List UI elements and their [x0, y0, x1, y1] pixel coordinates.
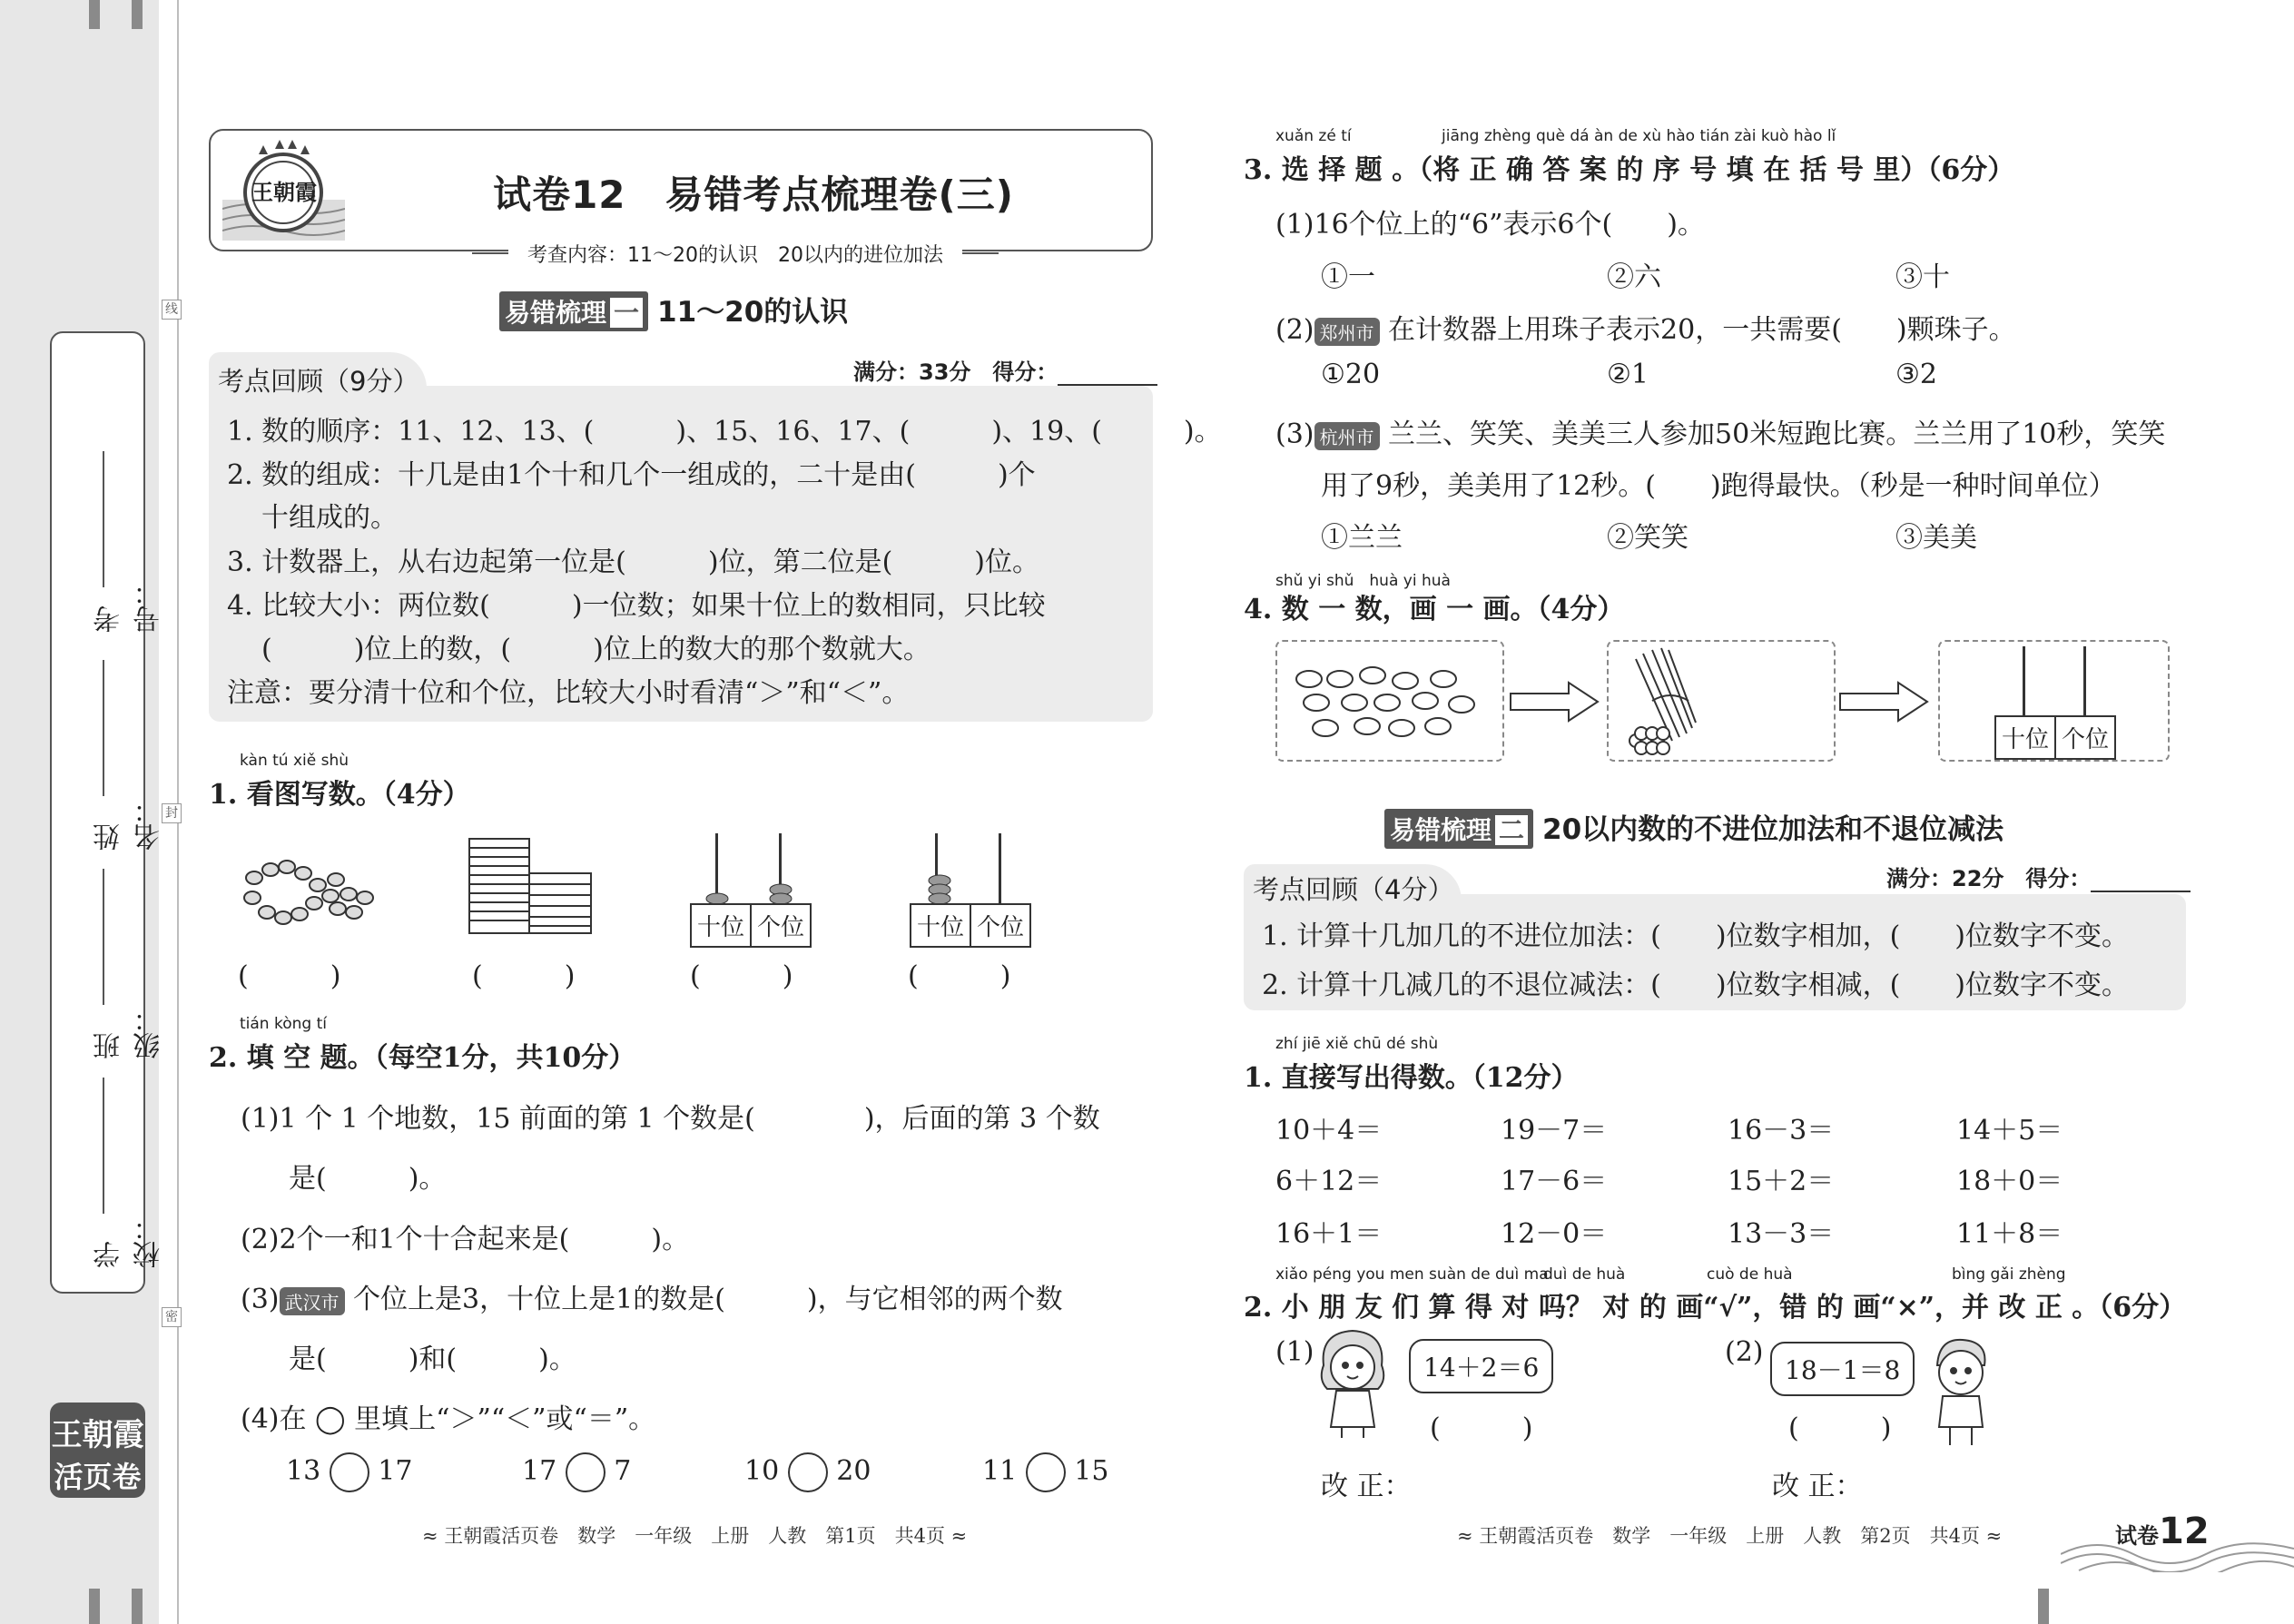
- tick-mark: [132, 0, 143, 29]
- r2-p1-fix-label: 改 正：: [1321, 1471, 1412, 1502]
- q2-line-1b: 是( )。: [289, 1163, 447, 1195]
- q1-place-value-table: [690, 903, 812, 948]
- r2-pinyin-3: cuò de huà: [1707, 1265, 1793, 1284]
- section2-title: 20以内数的不进位加法和不退位减法: [1542, 813, 2004, 846]
- tick-mark: [132, 1589, 143, 1624]
- r2-pinyin-2: duì de huà: [1543, 1265, 1626, 1284]
- cut-mark-seal: 封: [162, 803, 182, 823]
- exam-number-line: [103, 451, 104, 587]
- q2-line-2: (2)2个一和1个十合起来是( )。: [241, 1224, 690, 1255]
- tick-mark: [89, 0, 100, 29]
- calc-1-3[interactable]: 16－3＝: [1728, 1115, 1835, 1147]
- compare-4: 11 15: [982, 1452, 1108, 1492]
- q1-answer-3[interactable]: ( ): [690, 960, 793, 992]
- r2-pinyin-4: bìng gǎi zhèng: [1952, 1265, 2066, 1284]
- section1-tag: 易错梳理 一: [499, 291, 648, 331]
- q3-s3-opt-c[interactable]: ③美美: [1895, 522, 1977, 554]
- r2-pinyin-1: xiǎo péng you men suàn de duì ma: [1275, 1265, 1549, 1284]
- review-point-4b: ( )位上的数，( )位上的数大的那个数就大。: [261, 634, 930, 665]
- q1-bundles-icon: [468, 837, 595, 937]
- logo-text: 王朝霞: [251, 179, 317, 205]
- section1-review-label: 考点回顾（9分）: [218, 366, 419, 397]
- pv-ones: 个位: [2054, 717, 2114, 758]
- exam-number-field[interactable]: [52, 460, 165, 633]
- q2-line-3: (3) 武汉市 个位上是3，十位上是1的数是( )，与它相邻的两个数: [241, 1284, 1063, 1315]
- cut-mark-line: 线: [162, 300, 182, 320]
- q1-answer-1[interactable]: ( ): [238, 960, 341, 992]
- r2-p2-label: (2): [1725, 1336, 1764, 1368]
- compare-circle[interactable]: [566, 1452, 605, 1492]
- section1-score: 满分：33分 得分：: [853, 354, 1157, 386]
- footer-right: ≈ 王朝霞活页卷 数学 一年级 上册 人教 第2页 共4页 ≈: [1457, 1525, 2003, 1547]
- q3-pinyin-2: jiāng zhèng què dá àn de xù hào tián zài kuò hào lǐ: [1442, 127, 1836, 145]
- calc-3-2[interactable]: 12－0＝: [1501, 1218, 1608, 1250]
- q4-ovals-icon: [1289, 663, 1489, 744]
- q1-answer-4[interactable]: ( ): [908, 960, 1011, 992]
- abacus-beads-icon: [704, 881, 794, 906]
- compare-3: 10 20: [744, 1452, 871, 1492]
- review-point-4: 4. 比较大小：两位数( )一位数；如果十位上的数相同，只比较: [227, 590, 1046, 622]
- calc-1-4[interactable]: 14＋5＝: [1956, 1115, 2063, 1147]
- r2-title: 2. 小 朋 友 们 算 得 对 吗？ 对 的 画“√”，错 的 画“×”，并 改 正 。（6分）: [1244, 1292, 2187, 1324]
- q3-s1: (1)16个位上的“6”表示6个( )。: [1275, 209, 1705, 241]
- section2-score: 满分：22分 得分：: [1886, 861, 2191, 892]
- exam-number-label: 考号：: [94, 578, 165, 633]
- q3-s1-opt-a[interactable]: ①一: [1321, 261, 1375, 293]
- compare-circle[interactable]: [330, 1452, 369, 1492]
- abacus-rod: [2083, 646, 2086, 717]
- pv-ones: 个位: [750, 905, 810, 946]
- review-note: 注意：要分清十位和个位，比较大小时看清“＞”和“＜”。: [227, 677, 910, 709]
- pv-tens: 十位: [697, 914, 745, 941]
- q1-title: 1. 看图写数。（4分）: [209, 779, 470, 811]
- section2-heading: [1384, 806, 2004, 849]
- arrow-right-icon: [1509, 681, 1600, 723]
- review-point-1: 1. 数的顺序：11、12、13、( )、15、16、17、( )、19、( )。: [227, 416, 1222, 448]
- school-field[interactable]: [52, 1096, 165, 1268]
- tick-mark: [89, 1589, 100, 1624]
- exam-subtitle: 考查内容：11～20的认识 20以内的进位加法: [508, 240, 962, 267]
- calc-2-3[interactable]: 15＋2＝: [1728, 1166, 1835, 1197]
- compare-circle[interactable]: [1026, 1452, 1066, 1492]
- calc-3-4[interactable]: 11＋8＝: [1956, 1218, 2063, 1250]
- compare-2: 17 7: [522, 1452, 631, 1492]
- pv-tens: 十位: [2002, 726, 2050, 753]
- q3-s2-opt-a[interactable]: ①20: [1321, 359, 1381, 390]
- q2-line-3b: 是( )和( )。: [289, 1343, 576, 1375]
- q3-s2-opt-b[interactable]: ②1: [1607, 359, 1649, 390]
- name-label: 姓名：: [94, 796, 165, 851]
- city-tag-zhengzhou: 郑州市: [1314, 318, 1380, 346]
- q2-line-1: (1)1 个 1 个地数，15 前面的第 1 个数是( )，后面的第 3 个数: [241, 1103, 1100, 1135]
- q3-s2-opt-c[interactable]: ③2: [1895, 359, 1937, 390]
- section2-review-label: 考点回顾（4分）: [1253, 874, 1454, 905]
- class-label: 班级：: [94, 1005, 165, 1059]
- q1-ovals-icon: [236, 858, 381, 930]
- boy-icon: [1923, 1333, 1999, 1447]
- subtitle-rule: [962, 252, 999, 254]
- calc-2-4[interactable]: 18＋0＝: [1956, 1166, 2063, 1197]
- q3-s2: (2) 郑州市 在计数器上用珠子表示20，一共需要( )颗珠子。: [1275, 314, 2016, 346]
- pv-tens: 十位: [917, 914, 965, 941]
- name-field[interactable]: [52, 669, 165, 851]
- city-tag-hangzhou: 杭州市: [1314, 422, 1380, 450]
- calc-2-1[interactable]: 6＋12＝: [1275, 1166, 1383, 1197]
- q3-s1-opt-b[interactable]: ②六: [1607, 261, 1661, 293]
- page-badge-label: 试卷: [2115, 1523, 2159, 1549]
- r1-pinyin: zhí jiē xiě chū dé shù: [1275, 1035, 1439, 1053]
- section1-heading: [499, 289, 848, 331]
- r2-p1-answer[interactable]: ( ): [1430, 1412, 1533, 1444]
- q3-pinyin-1: xuǎn zé tí: [1275, 127, 1352, 145]
- pv-ones: 个位: [970, 905, 1029, 946]
- r1-title: 1. 直接写出得数。（12分）: [1244, 1062, 1579, 1094]
- calc-1-2[interactable]: 19－7＝: [1501, 1115, 1608, 1147]
- review-point-2: 2. 数的组成：十几是由1个十和几个一组成的，二十是由( )个: [227, 459, 1036, 491]
- q1-answer-2[interactable]: ( ): [472, 960, 576, 992]
- class-line: [103, 869, 104, 1005]
- review-point-3: 3. 计数器上，从右边起第一位是( )位，第二位是( )位。: [227, 546, 1039, 578]
- page-badge-number: 12: [2159, 1511, 2210, 1552]
- exam-title: 试卷12 易错考点梳理卷(三): [493, 172, 1014, 217]
- cut-mark-secret: 密: [162, 1307, 182, 1327]
- q4-title: 4. 数 一 数，画 一 画。（4分）: [1244, 594, 1625, 625]
- speech-bubble-1: 14＋2＝6: [1409, 1339, 1553, 1393]
- stick-bundle-icon: [1616, 646, 1707, 757]
- abacus-beads-icon: [921, 871, 958, 906]
- brand-logo: [50, 1403, 145, 1498]
- q3-s3-opt-b[interactable]: ②笑笑: [1607, 522, 1689, 554]
- q3-s1-opt-c[interactable]: ③十: [1895, 261, 1950, 293]
- calc-1-1[interactable]: 10＋4＝: [1275, 1115, 1383, 1147]
- abacus-rod: [999, 833, 1001, 904]
- section2-point-2: 2. 计算十几减几的不退位减法：( )位数字相减，( )位数字不变。: [1262, 969, 2129, 1001]
- q2-title: 2. 填 空 题。（每空1分，共10分）: [209, 1042, 636, 1074]
- q1-pinyin: kàn tú xiě shù: [240, 752, 350, 770]
- q2-line-4: (4)在 ◯ 里填上“＞”“＜”或“＝”。: [241, 1403, 656, 1435]
- school-line: [103, 1078, 104, 1214]
- r2-p1-label: (1): [1275, 1336, 1314, 1368]
- r2-p2-answer[interactable]: ( ): [1788, 1412, 1892, 1444]
- city-tag-wuhan: 武汉市: [280, 1287, 345, 1315]
- girl-icon: [1314, 1325, 1391, 1440]
- q3-title: 3. 选 择 题 。（将 正 确 答 案 的 序 号 填 在 括 号 里）（6分）: [1244, 154, 2015, 186]
- calc-3-3[interactable]: 13－3＝: [1728, 1218, 1835, 1250]
- abacus-rod: [2023, 646, 2025, 717]
- review-point-2b: 十组成的。: [261, 502, 398, 534]
- section2-tag: 易错梳理 二: [1384, 809, 1533, 849]
- school-label: 学校：: [94, 1214, 165, 1268]
- footer-left: ≈ 王朝霞活页卷 数学 一年级 上册 人教 第1页 共4页 ≈: [422, 1525, 968, 1547]
- section1-title: 11～20的认识: [657, 296, 849, 329]
- q1-place-value-table: [910, 903, 1031, 948]
- brand-line2: 活页卷: [54, 1460, 142, 1494]
- speech-bubble-2: 18－1＝8: [1770, 1342, 1915, 1396]
- page-badge: [2115, 1511, 2210, 1552]
- q3-s3-opt-a[interactable]: ①兰兰: [1321, 522, 1403, 554]
- q3-s3b: 用了9秒，美美用了12秒。( )跑得最快。（秒是一种时间单位）: [1321, 470, 2116, 502]
- class-field[interactable]: [52, 878, 165, 1059]
- compare-circle[interactable]: [788, 1452, 828, 1492]
- q3-s3a: (3) 杭州市 兰兰、笑笑、美美三人参加50米短跑比赛。兰兰用了10秒，笑笑: [1275, 418, 2166, 450]
- brand-line1: 王朝霞: [51, 1417, 144, 1453]
- calc-2-2[interactable]: 17－6＝: [1501, 1166, 1608, 1197]
- subtitle-rule: [472, 252, 508, 254]
- q4-pinyin: shǔ yi shǔ huà yi huà: [1275, 572, 1451, 590]
- arrow-right-icon: [1838, 681, 1929, 723]
- student-info-box: [50, 331, 165, 1294]
- tick-mark: [2038, 1589, 2049, 1624]
- calc-3-1[interactable]: 16＋1＝: [1275, 1218, 1383, 1250]
- compare-1: 13 17: [286, 1452, 412, 1492]
- name-line: [103, 660, 104, 796]
- q2-pinyin: tián kòng tí: [240, 1015, 327, 1033]
- q4-place-value-table: [1994, 715, 2116, 760]
- section2-point-1: 1. 计算十几加几的不进位加法：( )位数字相加，( )位数字不变。: [1262, 920, 2129, 952]
- r2-p2-fix-label: 改 正：: [1772, 1471, 1863, 1502]
